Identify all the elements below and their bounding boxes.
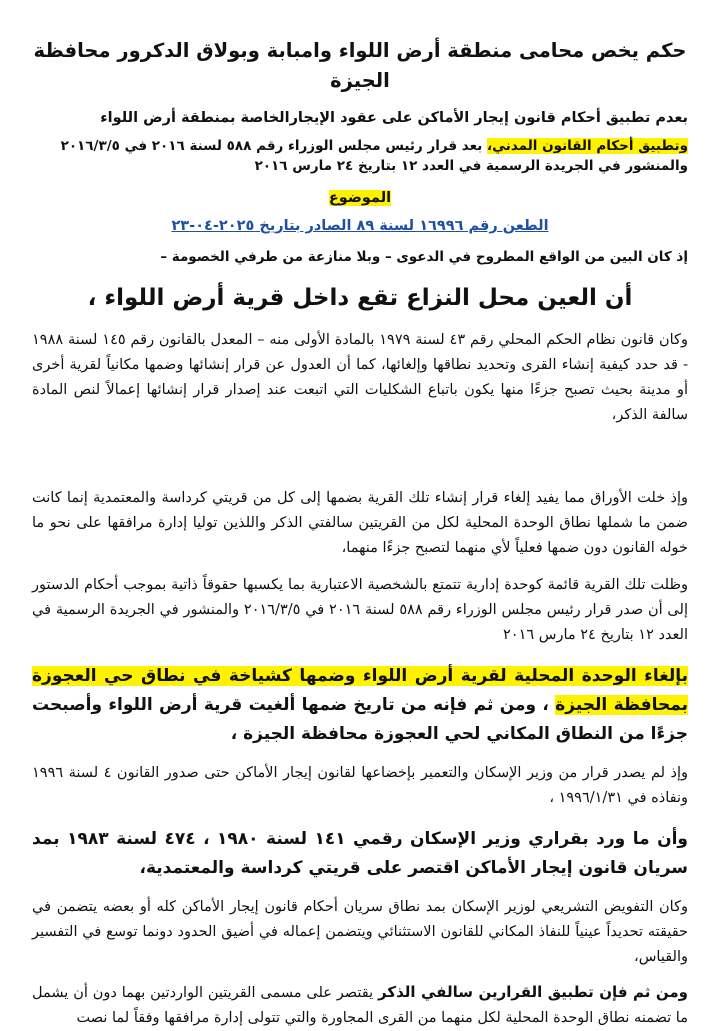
paragraph-6-bold: ومن ثم فإن تطبيق القرارين سالفي الذكر <box>378 983 688 1001</box>
document-title: حكم يخص محامى منطقة أرض اللواء وامبابة وبولاق الدكرور محافظة الجيزة <box>33 39 687 92</box>
ruling-line-2 <box>32 136 688 176</box>
main-headline: أن العين محل النزاع تقع داخل قرية أرض اللواء ، <box>87 285 633 311</box>
ruling-line-1: بعدم تطبيق أحكام قانون إيجار الأماكن على عقود الإيجارالخاصة بمنطقة أرض اللواء <box>100 110 688 126</box>
civil-law-highlight: وتطبيق أحكام القانون المدني، <box>486 138 688 154</box>
subject-label: الموضوع <box>328 190 392 206</box>
annulment-paragraph <box>32 662 688 749</box>
spacer <box>32 428 688 474</box>
ministerial-decrees-paragraph: وأن ما ورد بقراري وزير الإسكان رقمي ١٤١ لسنة ١٩٨٠ ، ٤٧٤ لسنة ١٩٨٣ بمد سريان قانون إيجار الأماكن اقتصر على قريتي كرداسة والمعتمدية، <box>32 829 688 878</box>
paragraph-6-rest: يقتصر على مسمى القريتين الواردتين بهما دون أن يشمل ما تضمنه نطاق الوحدة المحلية لكل منهما من القرى المجاورة والتي تتولى إدارة مرافقها وفقاً لما نصت <box>32 985 688 1026</box>
paragraph-2: وإذ خلت الأوراق مما يفيد إلغاء قرار إنشاء تلك القرية بضمها إلى كل من قريتي كرداسة والمعتمدية إنما كانت ضمن ما شملها نطاق الوحدة المحلية لكل من القريتين سالفتي الذكر واللذين توليا إدارة مرافقها على نحو ما خوله القانون دون ضمها فعلياً لأي منهما لتصبح جزءًا منهما، <box>32 490 688 556</box>
paragraph-6 <box>32 980 688 1031</box>
paragraph-3: وظلت تلك القرية قائمة كوحدة إدارية تتمتع بالشخصية الاعتبارية بما يكسبها حقوقاً ذاتية بموجب أحكام الدستور إلى أن صدر قرار رئيس مجلس الوزراء رقم ٥٨٨ لسنة ٢٠١٦ في ٢٠١٦/٣/٥ والمنشور في الجريدة الرسمية في العدد ١٢ بتاريخ ٢٤ مارس ٢٠١٦ <box>32 577 688 643</box>
subject-heading <box>32 186 688 210</box>
ruling-line-2-rest: بعد قرار رئيس مجلس الوزراء رقم ٥٨٨ لسنة ٢٠١٦ في ٢٠١٦/٣/٥ والمنشور في الجريدة الرسمية في العدد ١٢ بتاريخ ٢٤ مارس ٢٠١٦ <box>60 138 688 174</box>
paragraph-5: وكان التفويض التشريعي لوزير الإسكان بمد نطاق سريان أحكام قانون إيجار الأماكن كله أو بعضه يتضمن في حقيقته تحديداً عينياً للنفاذ المكاني للقانون الاستثنائي ويتضمن إعماله في أضيق الحدود دونما توسع في التفسير والقياس، <box>32 899 688 965</box>
annulment-rest: ، ومن ثم فإنه من تاريخ ضمها ألغيت قرية أرض اللواء وأصبحت جزءًا من النطاق المكاني لحي العجوزة محافظة الجيزة ، <box>32 695 688 744</box>
paragraph-4: وإذ لم يصدر قرار من وزير الإسكان والتعمير بإخضاعها لقانون إيجار الأماكن حتى صدور القانون ٤ لسنة ١٩٩٦ ونفاذه في ١٩٩٦/١/٣١ ، <box>32 765 688 806</box>
intro-note: إذ كان البين من الواقع المطروح في الدعوى – وبلا منازعة من طرفي الخصومة – <box>160 249 688 265</box>
appeal-reference: الطعن رقم ١٦٩٩٦ لسنة ٨٩ الصادر بتاريخ ٢٠٢٥-٠٤-٢٣ <box>171 218 549 234</box>
paragraph-1: وكان قانون نظام الحكم المحلي رقم ٤٣ لسنة ١٩٧٩ بالمادة الأولى منه – المعدل بالقانون رقم ١٤٥ لسنة ١٩٨٨ - قد حدد كيفية إنشاء القرى وتحديد نطاقها وإلغائها، كما أن العدول عن قرار إنشائها وضمها مكانياً لقرية أخرى أو مدينة بحيث تصبح جزءًا منها يكون باتباع الشكليات التي اتبعت عند إصدار قرار إنشائها إعمالاً لنص المادة سالفة الذكر، <box>32 332 688 423</box>
annulment-highlight: بإلغاء الوحدة المحلية لقرية أرض اللواء وضمها كشياخة في نطاق حي العجوزة بمحافظة الجيزة <box>32 666 688 715</box>
